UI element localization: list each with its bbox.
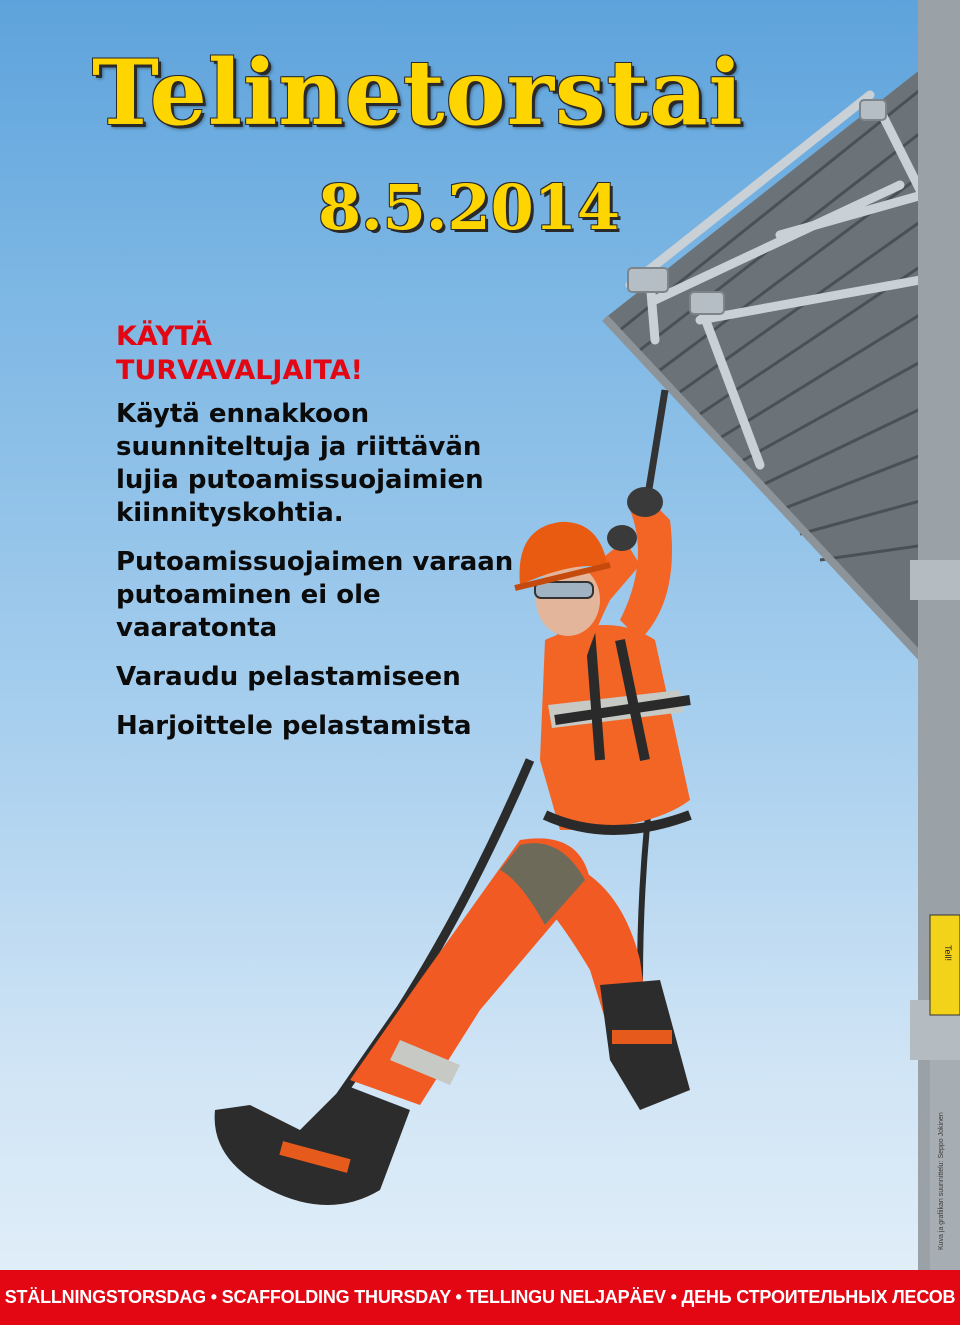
event-date: 8.5.2014 <box>318 171 621 244</box>
footer-banner <box>0 1270 960 1325</box>
message-paragraph-4: Harjoittele pelastamista <box>116 711 472 741</box>
scaffold-sign-text: Tell! <box>943 945 953 962</box>
headline-line-2: TURVAVALJAITA! <box>116 355 363 386</box>
photo-credit: Kuva ja grafiikan suunnittelu: Seppo Jokinen <box>938 1112 945 1250</box>
message-paragraph-2: Putoamissuojaimen varaan putoaminen ei ole vaaratonta <box>116 547 514 643</box>
message-paragraph-3: Varaudu pelastamiseen <box>116 662 461 692</box>
safety-headline <box>116 320 536 388</box>
poster-title: Telinetorstai <box>92 40 744 146</box>
footer-text: STÄLLNINGSTORSDAG • SCAFFOLDING THURSDAY • TELLINGU NELJAPÄEV • ДЕНЬ СТРОИТЕЛЬНЫХ ЛЕСОВ <box>4 1287 956 1307</box>
safety-message <box>116 320 536 759</box>
headline-line-1: KÄYTÄ <box>116 321 213 352</box>
message-paragraph-1: Käytä ennakkoon suunniteltuja ja riittävän lujia putoamissuojaimien kiinnityskohtia. <box>116 399 484 528</box>
